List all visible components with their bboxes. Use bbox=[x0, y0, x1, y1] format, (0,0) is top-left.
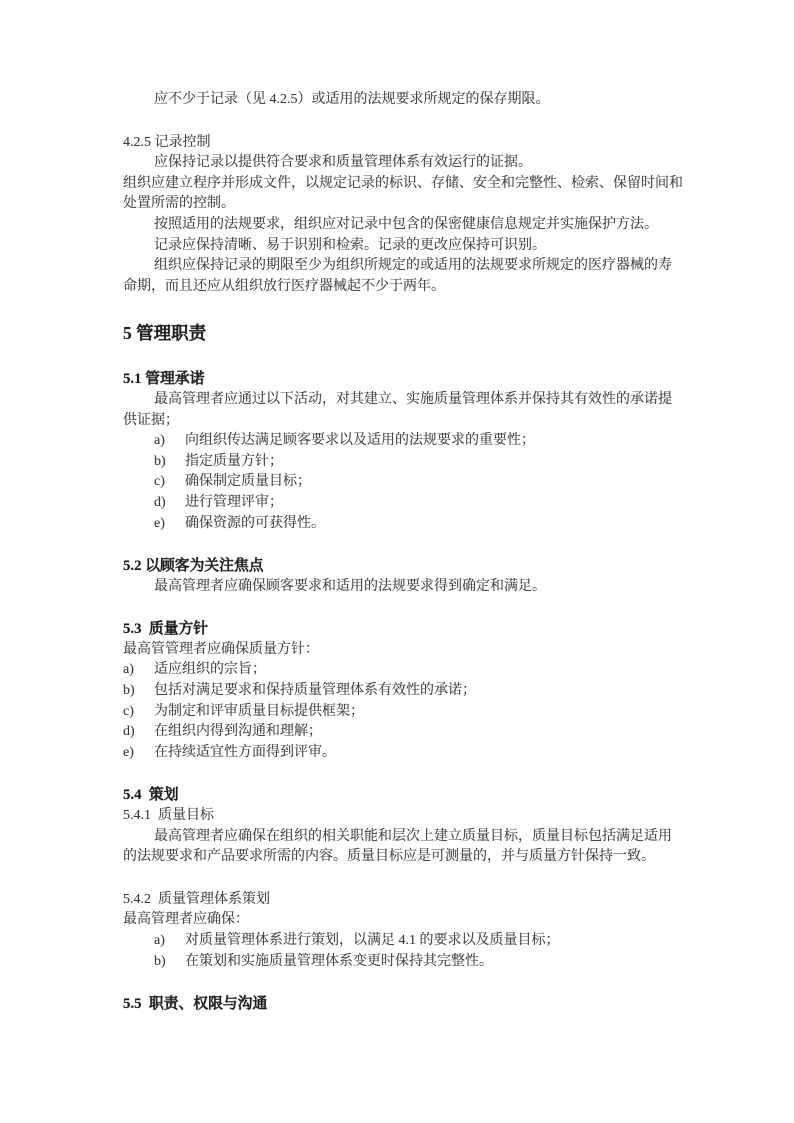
list-item bbox=[123, 931, 684, 952]
chapter-heading: 5 管理职责 bbox=[123, 323, 207, 344]
list-item-text: 确保资源的可获得性。 bbox=[185, 515, 325, 531]
list-item bbox=[123, 452, 684, 473]
paragraph-line: 最高管理者应确保： bbox=[123, 912, 249, 928]
list-item bbox=[123, 722, 684, 743]
list-item-label: b) bbox=[154, 453, 166, 469]
list-item-text: 确保制定质量目标； bbox=[185, 474, 311, 490]
paragraph-line: 组织应建立程序并形成文件，以规定记录的标识、存储、安全和完整性、检索、保留时间和 bbox=[123, 175, 683, 191]
list-item-text: 在持续适宜性方面得到评审。 bbox=[154, 744, 336, 760]
list-item-text: 向组织传达满足顾客要求以及适用的法规要求的重要性； bbox=[185, 433, 535, 449]
paragraph-line: 供证据； bbox=[123, 412, 179, 428]
list-item-label: b) bbox=[123, 683, 135, 699]
list-item-text: 对质量管理体系进行策划，以满足 4.1 的要求以及质量目标； bbox=[185, 933, 560, 948]
section-heading: 5.3 质量方针 bbox=[123, 621, 209, 638]
list-item-text: 适应组织的宗旨； bbox=[154, 662, 266, 678]
list-item-label: e) bbox=[154, 515, 165, 531]
list-item-label: d) bbox=[154, 494, 166, 510]
list-item-label: b) bbox=[154, 953, 166, 969]
list-item-label: a) bbox=[154, 433, 165, 449]
list-item bbox=[123, 514, 684, 535]
paragraph-line: 最高管管理者应确保质量方针： bbox=[123, 641, 319, 657]
paragraph-line: 最高管理者应确保在组织的相关职能和层次上建立质量目标，质量目标包括满足适用 bbox=[154, 828, 672, 844]
paragraph-line: 的法规要求和产品要求所需的内容。质量目标应是可测量的，并与质量方针保持一致。 bbox=[123, 849, 655, 865]
subsection-heading: 5.4.2 质量管理体系策划 bbox=[123, 891, 270, 907]
list-item-label: a) bbox=[123, 662, 134, 678]
list-item-text: 指定质量方针； bbox=[185, 453, 283, 469]
paragraph-line: 最高管理者应确保顾客要求和适用的法规要求得到确定和满足。 bbox=[154, 578, 546, 594]
list-item bbox=[123, 493, 684, 514]
list-item-text: 进行管理评审； bbox=[185, 494, 283, 510]
list-item-label: d) bbox=[123, 724, 135, 740]
section-heading: 5.5 职责、权限与沟通 bbox=[123, 996, 268, 1013]
paragraph-line: 应保持记录以提供符合要求和质量管理体系有效运行的证据。 bbox=[154, 155, 532, 171]
list-item-label: a) bbox=[154, 933, 165, 948]
list-item-text: 为制定和评审质量目标提供框架； bbox=[154, 703, 364, 719]
paragraph-line: 记录应保持清晰、易于识别和检索。记录的更改应保持可识别。 bbox=[154, 237, 546, 253]
paragraph-line: 最高管理者应通过以下活动，对其建立、实施质量管理体系并保持其有效性的承诺提 bbox=[154, 391, 672, 407]
list-item bbox=[123, 702, 684, 723]
section-heading: 5.2 以顾客为关注焦点 bbox=[123, 558, 264, 575]
section-heading: 5.4 策划 bbox=[123, 787, 179, 804]
list-item bbox=[123, 660, 684, 681]
list-item-label: c) bbox=[154, 474, 165, 490]
list-item bbox=[123, 952, 684, 973]
list-item bbox=[123, 681, 684, 702]
paragraph-line: 命期，而且还应从组织放行医疗器械起不少于两年。 bbox=[123, 278, 445, 294]
list-item bbox=[123, 743, 684, 764]
paragraph-line: 组织应保持记录的期限至少为组织所规定的或适用的法规要求所规定的医疗器械的寿 bbox=[154, 258, 672, 274]
list-item-label: c) bbox=[123, 703, 134, 719]
list-item-text: 在组织内得到沟通和理解； bbox=[154, 724, 322, 740]
list-item bbox=[123, 431, 684, 452]
paragraph-line: 处置所需的控制。 bbox=[123, 196, 235, 212]
subsection-heading: 5.4.1 质量目标 bbox=[123, 808, 214, 824]
document-content bbox=[123, 90, 684, 1015]
list-item-text: 在策划和实施质量管理体系变更时保持其完整性。 bbox=[185, 953, 493, 969]
subsection-heading: 4.2.5 记录控制 bbox=[123, 134, 211, 150]
paragraph-line: 应不少于记录（见 4.2.5）或适用的法规要求所规定的保存期限。 bbox=[154, 92, 550, 107]
list-item-label: e) bbox=[123, 744, 134, 760]
list-item bbox=[123, 472, 684, 493]
section-heading: 5.1 管理承诺 bbox=[123, 371, 205, 388]
list-item-text: 包括对满足要求和保持质量管理体系有效性的承诺； bbox=[154, 683, 476, 699]
paragraph-line: 按照适用的法规要求，组织应对记录中包含的保密健康信息规定并实施保护方法。 bbox=[154, 216, 658, 232]
